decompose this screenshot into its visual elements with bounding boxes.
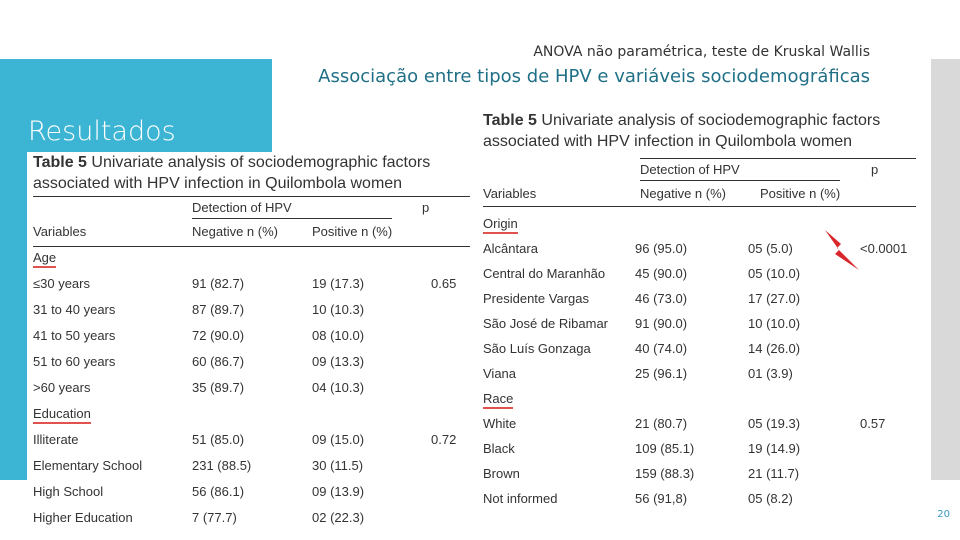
row-positive: 09 (13.3) <box>312 354 365 369</box>
row-positive: 10 (10.3) <box>312 302 365 317</box>
row-positive: 19 (14.9) <box>748 441 801 456</box>
row-variable: 31 to 40 years <box>33 302 116 317</box>
row-variable: High School <box>33 484 104 499</box>
row-variable: 41 to 50 years <box>33 328 116 343</box>
table-caption <box>33 152 470 194</box>
caption-text: Univariate analysis of sociodemographic factors associated with HPV infection in Quilombola women <box>483 112 881 150</box>
row-positive: 04 (10.3) <box>312 380 365 395</box>
row-negative: 91 (90.0) <box>635 316 688 331</box>
section-title: Resultados <box>28 116 176 147</box>
row-variable: Central do Maranhão <box>483 266 606 281</box>
table-image-right <box>475 110 930 515</box>
row-p-value: 0.57 <box>860 416 886 431</box>
row-positive: 08 (10.0) <box>312 328 365 343</box>
row-negative: 35 (89.7) <box>192 380 245 395</box>
row-negative: 21 (80.7) <box>635 416 688 431</box>
row-negative: 40 (74.0) <box>635 341 688 356</box>
row-variable: Illiterate <box>33 432 79 447</box>
row-variable: Elementary School <box>33 458 143 473</box>
side-bar <box>931 59 960 480</box>
row-variable: White <box>483 416 517 431</box>
header-rule <box>640 180 840 181</box>
row-positive: 05 (10.0) <box>748 266 801 281</box>
row-variable: 51 to 60 years <box>33 354 116 369</box>
row-negative: 96 (95.0) <box>635 241 688 256</box>
header-positive: Positive n (%) <box>312 224 393 239</box>
caption-bold: Table 5 <box>33 154 87 171</box>
header-negative: Negative n (%) <box>640 186 726 201</box>
row-variable: São Luís Gonzaga <box>483 341 591 356</box>
row-negative: 46 (73.0) <box>635 291 688 306</box>
slide-subtitle: ANOVA não paramétrica, teste de Kruskal Wallis <box>533 44 870 60</box>
table-rule <box>33 246 470 247</box>
header-variables: Variables <box>33 224 87 239</box>
row-negative: 51 (85.0) <box>192 432 245 447</box>
row-negative: 56 (91,8) <box>635 491 688 506</box>
row-variable: Black <box>483 441 515 456</box>
row-p-value: 0.65 <box>431 276 457 291</box>
row-positive: 19 (17.3) <box>312 276 365 291</box>
header-p: p <box>422 200 430 215</box>
table-rule <box>33 196 470 197</box>
row-variable: Alcântara <box>483 241 538 256</box>
header-p: p <box>871 162 879 177</box>
table-rule <box>483 206 916 207</box>
row-positive: 02 (22.3) <box>312 510 365 525</box>
row-negative: 45 (90.0) <box>635 266 688 281</box>
row-variable: >60 years <box>33 380 91 395</box>
row-positive: 05 (19.3) <box>748 416 801 431</box>
row-negative: 87 (89.7) <box>192 302 245 317</box>
page-number: 20 <box>937 509 950 520</box>
row-negative: 72 (90.0) <box>192 328 245 343</box>
row-variable: Higher Education <box>33 510 133 525</box>
row-positive: 01 (3.9) <box>748 366 793 381</box>
table-header <box>475 156 930 204</box>
row-positive: 05 (5.0) <box>748 241 793 256</box>
row-variable: Viana <box>483 366 517 381</box>
row-positive: 09 (15.0) <box>312 432 365 447</box>
row-p-value: <0.0001 <box>860 241 908 256</box>
row-variable: ≤30 years <box>33 276 90 291</box>
slide-title: Associação entre tipos de HPV e variáveis sociodemográficas <box>318 66 870 87</box>
header-detection: Detection of HPV <box>192 200 292 215</box>
header-rule <box>192 218 392 219</box>
row-variable: São José de Ribamar <box>483 316 609 331</box>
row-positive: 14 (26.0) <box>748 341 801 356</box>
group-label: Age <box>33 250 56 268</box>
row-variable: Brown <box>483 466 520 481</box>
row-negative: 7 (77.7) <box>192 510 237 525</box>
group-label: Race <box>483 391 513 409</box>
row-positive: 09 (13.9) <box>312 484 365 499</box>
table-image-left <box>27 152 470 540</box>
row-negative: 60 (86.7) <box>192 354 245 369</box>
row-positive: 05 (8.2) <box>748 491 793 506</box>
row-negative: 109 (85.1) <box>635 441 695 456</box>
header-positive: Positive n (%) <box>760 186 841 201</box>
header-detection: Detection of HPV <box>640 162 740 177</box>
group-label: Origin <box>483 216 518 234</box>
row-negative: 25 (96.1) <box>635 366 688 381</box>
table-caption <box>483 110 930 152</box>
table-header <box>27 198 470 246</box>
header-negative: Negative n (%) <box>192 224 278 239</box>
row-positive: 30 (11.5) <box>312 458 364 473</box>
row-positive: 17 (27.0) <box>748 291 801 306</box>
row-variable: Presidente Vargas <box>483 291 589 306</box>
row-negative: 231 (88.5) <box>192 458 252 473</box>
row-negative: 91 (82.7) <box>192 276 245 291</box>
row-positive: 21 (11.7) <box>748 466 800 481</box>
row-negative: 56 (86.1) <box>192 484 245 499</box>
row-positive: 10 (10.0) <box>748 316 801 331</box>
caption-bold: Table 5 <box>483 112 537 129</box>
header-variables: Variables <box>483 186 537 201</box>
lightning-bolt-icon <box>823 228 863 272</box>
row-p-value: 0.72 <box>431 432 457 447</box>
row-variable: Not informed <box>483 491 558 506</box>
row-negative: 159 (88.3) <box>635 466 695 481</box>
caption-text: Univariate analysis of sociodemographic factors associated with HPV infection in Quilombola women <box>33 154 431 192</box>
group-label: Education <box>33 406 91 424</box>
